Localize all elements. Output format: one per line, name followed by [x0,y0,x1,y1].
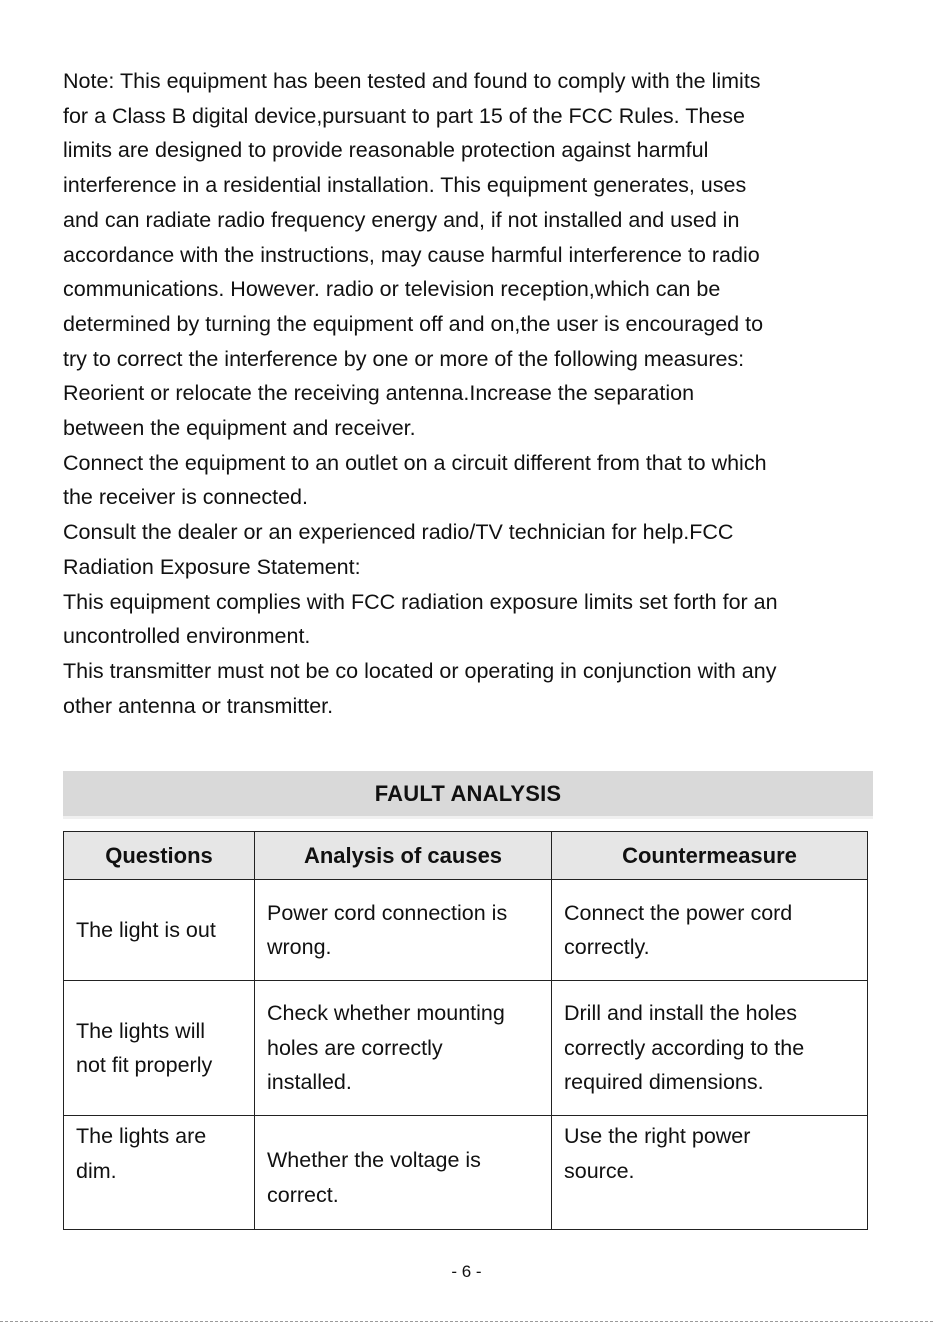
cell-line: correctly according to the [564,1035,805,1060]
cause-cell [255,981,552,1116]
question-cell [64,981,255,1116]
notice-line: try to correct the interference by one or more of the following measures: [63,346,745,371]
table-row [64,880,868,981]
notice-line: limits are designed to provide reasonable protection against harmful [63,138,709,163]
cell-line: not fit properly [76,1053,213,1077]
cell-line: holes are correctly [267,1035,443,1060]
question-cell [64,880,255,981]
cell-line: The lights will [76,1018,206,1043]
fcc-notice [63,64,883,723]
question-cell [64,1116,255,1230]
cell-line: Check whether mounting [267,1001,505,1026]
measure-cell [552,880,868,981]
notice-line: Reorient or relocate the receiving antenna.Increase the separation [63,381,695,406]
cell-line: Use the right power [564,1124,751,1148]
cell-line: dim. [76,1158,117,1183]
cell-line: required dimensions. [564,1070,764,1095]
fault-analysis-title: FAULT ANALYSIS [63,771,873,819]
cell-line: correctly. [564,935,650,959]
notice-line: This equipment complies with FCC radiation exposure limits set forth for an [63,589,778,614]
notice-line: Connect the equipment to an outlet on a circuit different from that to which [63,450,767,475]
column-header-countermeasure: Countermeasure [552,832,868,880]
notice-line: Note: This equipment has been tested and found to comply with the limits [63,69,761,93]
notice-line: between the equipment and receiver. [63,416,416,441]
cell-line: Connect the power cord [564,900,793,925]
notice-line: This transmitter must not be co located or operating in conjunction with any [63,658,777,683]
page-number: - 6 - [451,1262,482,1281]
notice-line: determined by turning the equipment off and on,the user is encouraged to [63,311,764,336]
measure-cell [552,1116,868,1230]
table-row [64,1116,868,1230]
cell-line: Whether the voltage is [267,1148,481,1172]
cell-line: installed. [267,1070,352,1095]
notice-line: other antenna or transmitter. [63,693,334,718]
notice-line: accordance with the instructions, may cause harmful interference to radio [63,242,760,267]
fault-analysis-table [63,831,868,1230]
cell-line: Power cord connection is [267,900,508,925]
notice-line: uncontrolled environment. [63,624,311,649]
notice-line: Consult the dealer or an experienced radio/TV technician for help.FCC [63,520,734,545]
notice-line: communications. However. radio or television reception,which can be [63,277,721,302]
cell-line: wrong. [267,935,332,959]
notice-line: Radiation Exposure Statement: [63,554,361,579]
cell-line: correct. [267,1182,339,1207]
notice-line: and can radiate radio frequency energy and, if not installed and used in [63,207,740,232]
cell-line: source. [564,1158,635,1183]
cell-line: Drill and install the holes [564,1001,798,1026]
cause-cell [255,880,552,981]
page-bottom-divider [0,1321,933,1322]
cause-cell [255,1116,552,1230]
column-header-questions: Questions [64,832,255,880]
cell-line: The lights are [76,1124,207,1148]
table-row [64,981,868,1116]
column-header-analysis: Analysis of causes [255,832,552,880]
notice-line: for a Class B digital device,pursuant to part 15 of the FCC Rules. These [63,103,745,128]
cell-line: The light is out [76,917,216,942]
measure-cell [552,981,868,1116]
notice-line: interference in a residential installation. This equipment generates, uses [63,173,747,198]
notice-line: the receiver is connected. [63,485,308,510]
table-header-row [64,832,868,880]
